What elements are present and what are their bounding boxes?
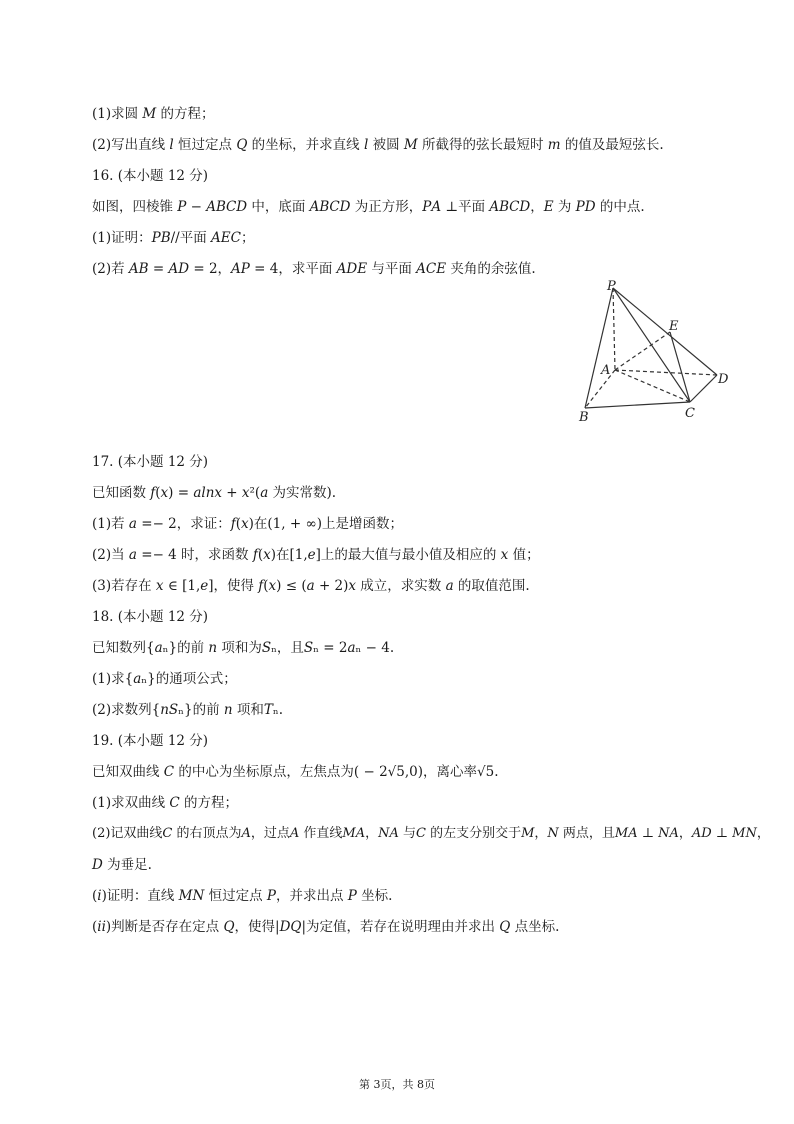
text-line: (1)若 𝑎 =− 2，求证：𝑓(𝑥)在(1, + ∞)上是增函数； xyxy=(92,516,403,532)
text-line: 已知函数 𝑓(𝑥) = 𝑎𝑙𝑛𝑥 + 𝑥²(𝑎 为实常数). xyxy=(92,485,337,501)
text-line: (𝑖)证明：直线 𝑀𝑁 恒过定点 𝑃，并求出点 𝑃 坐标. xyxy=(92,888,393,904)
text-line: (2)记双曲线𝐶 的右顶点为𝐴，过点𝐴 作直线𝑀𝐴，𝑁𝐴 与𝐶 的左支分别交于𝑀，𝑁 两点，且𝑀𝐴 ⊥ 𝑁𝐴，𝐴𝐷 ⊥ 𝑀𝑁， xyxy=(92,826,770,841)
problem-heading: 18. (本小题 12 分) xyxy=(92,609,209,625)
text-line: 如图，四棱锥 𝑃 − 𝐴𝐵𝐶𝐷 中，底面 𝐴𝐵𝐶𝐷 为正方形，𝑃𝐴 ⊥平面 𝐴𝐵𝐶𝐷，𝐸 为 𝑃𝐷 的中点. xyxy=(92,199,645,215)
text-line: (𝑖𝑖)判断是否存在定点 𝑄，使得|𝐷𝑄|为定值，若存在说明理由并求出 𝑄 点坐标. xyxy=(92,919,560,935)
vertex-label-a: A xyxy=(601,363,611,378)
text-line: 已知双曲线 𝐶 的中心为坐标原点，左焦点为( − 2√5,0)，离心率√5. xyxy=(92,764,499,780)
text-line: (3)若存在 𝑥 ∈ [1,𝑒]，使得 𝑓(𝑥) ≤ (𝑎 + 2)𝑥 成立，求实数 𝑎 的取值范围. xyxy=(92,578,530,594)
problem-heading: 17. (本小题 12 分) xyxy=(92,454,209,470)
text-line: 已知数列{𝑎ₙ}的前 𝑛 项和为𝑆ₙ，且𝑆ₙ = 2𝑎ₙ − 4. xyxy=(92,640,395,656)
vertex-label-b: B xyxy=(579,410,589,425)
text-line: (2)写出直线 𝑙 恒过定点 𝑄 的坐标，并求直线 𝑙 被圆 𝑀 所截得的弦长最短时 𝑚 的值及最短弦长. xyxy=(92,137,664,153)
page-footer: 第 3页，共 8页 xyxy=(359,1078,435,1091)
problem-heading: 16. (本小题 12 分) xyxy=(92,168,209,184)
text-line: (1)求圆 𝑀 的方程； xyxy=(92,106,215,122)
text-line: (1)证明：𝑃𝐵//平面 𝐴𝐸𝐶； xyxy=(92,230,255,246)
vertex-label-c: C xyxy=(685,406,695,421)
vertex-label-p: P xyxy=(607,280,616,294)
text-line: 𝐷 为垂足. xyxy=(92,857,152,873)
vertex-label-e: E xyxy=(669,319,679,334)
text-line: (2)若 𝐴𝐵 = 𝐴𝐷 = 2，𝐴𝑃 = 4，求平面 𝐴𝐷𝐸 与平面 𝐴𝐶𝐸 夹角的余弦值. xyxy=(92,261,536,277)
text-line: (1)求双曲线 𝐶 的方程； xyxy=(92,795,239,811)
text-line: (2)求数列{𝑛𝑆ₙ}的前 𝑛 项和𝑇ₙ. xyxy=(92,702,283,718)
text-line: (1)求{𝑎ₙ}的通项公式； xyxy=(92,671,237,687)
pyramid-figure xyxy=(575,280,735,425)
problem-heading: 19. (本小题 12 分) xyxy=(92,733,209,749)
text-line: (2)当 𝑎 =− 4 时，求函数 𝑓(𝑥)在[1,𝑒]上的最大值与最小值及相应的 𝑥 值； xyxy=(92,547,540,563)
vertex-label-d: D xyxy=(718,372,729,387)
